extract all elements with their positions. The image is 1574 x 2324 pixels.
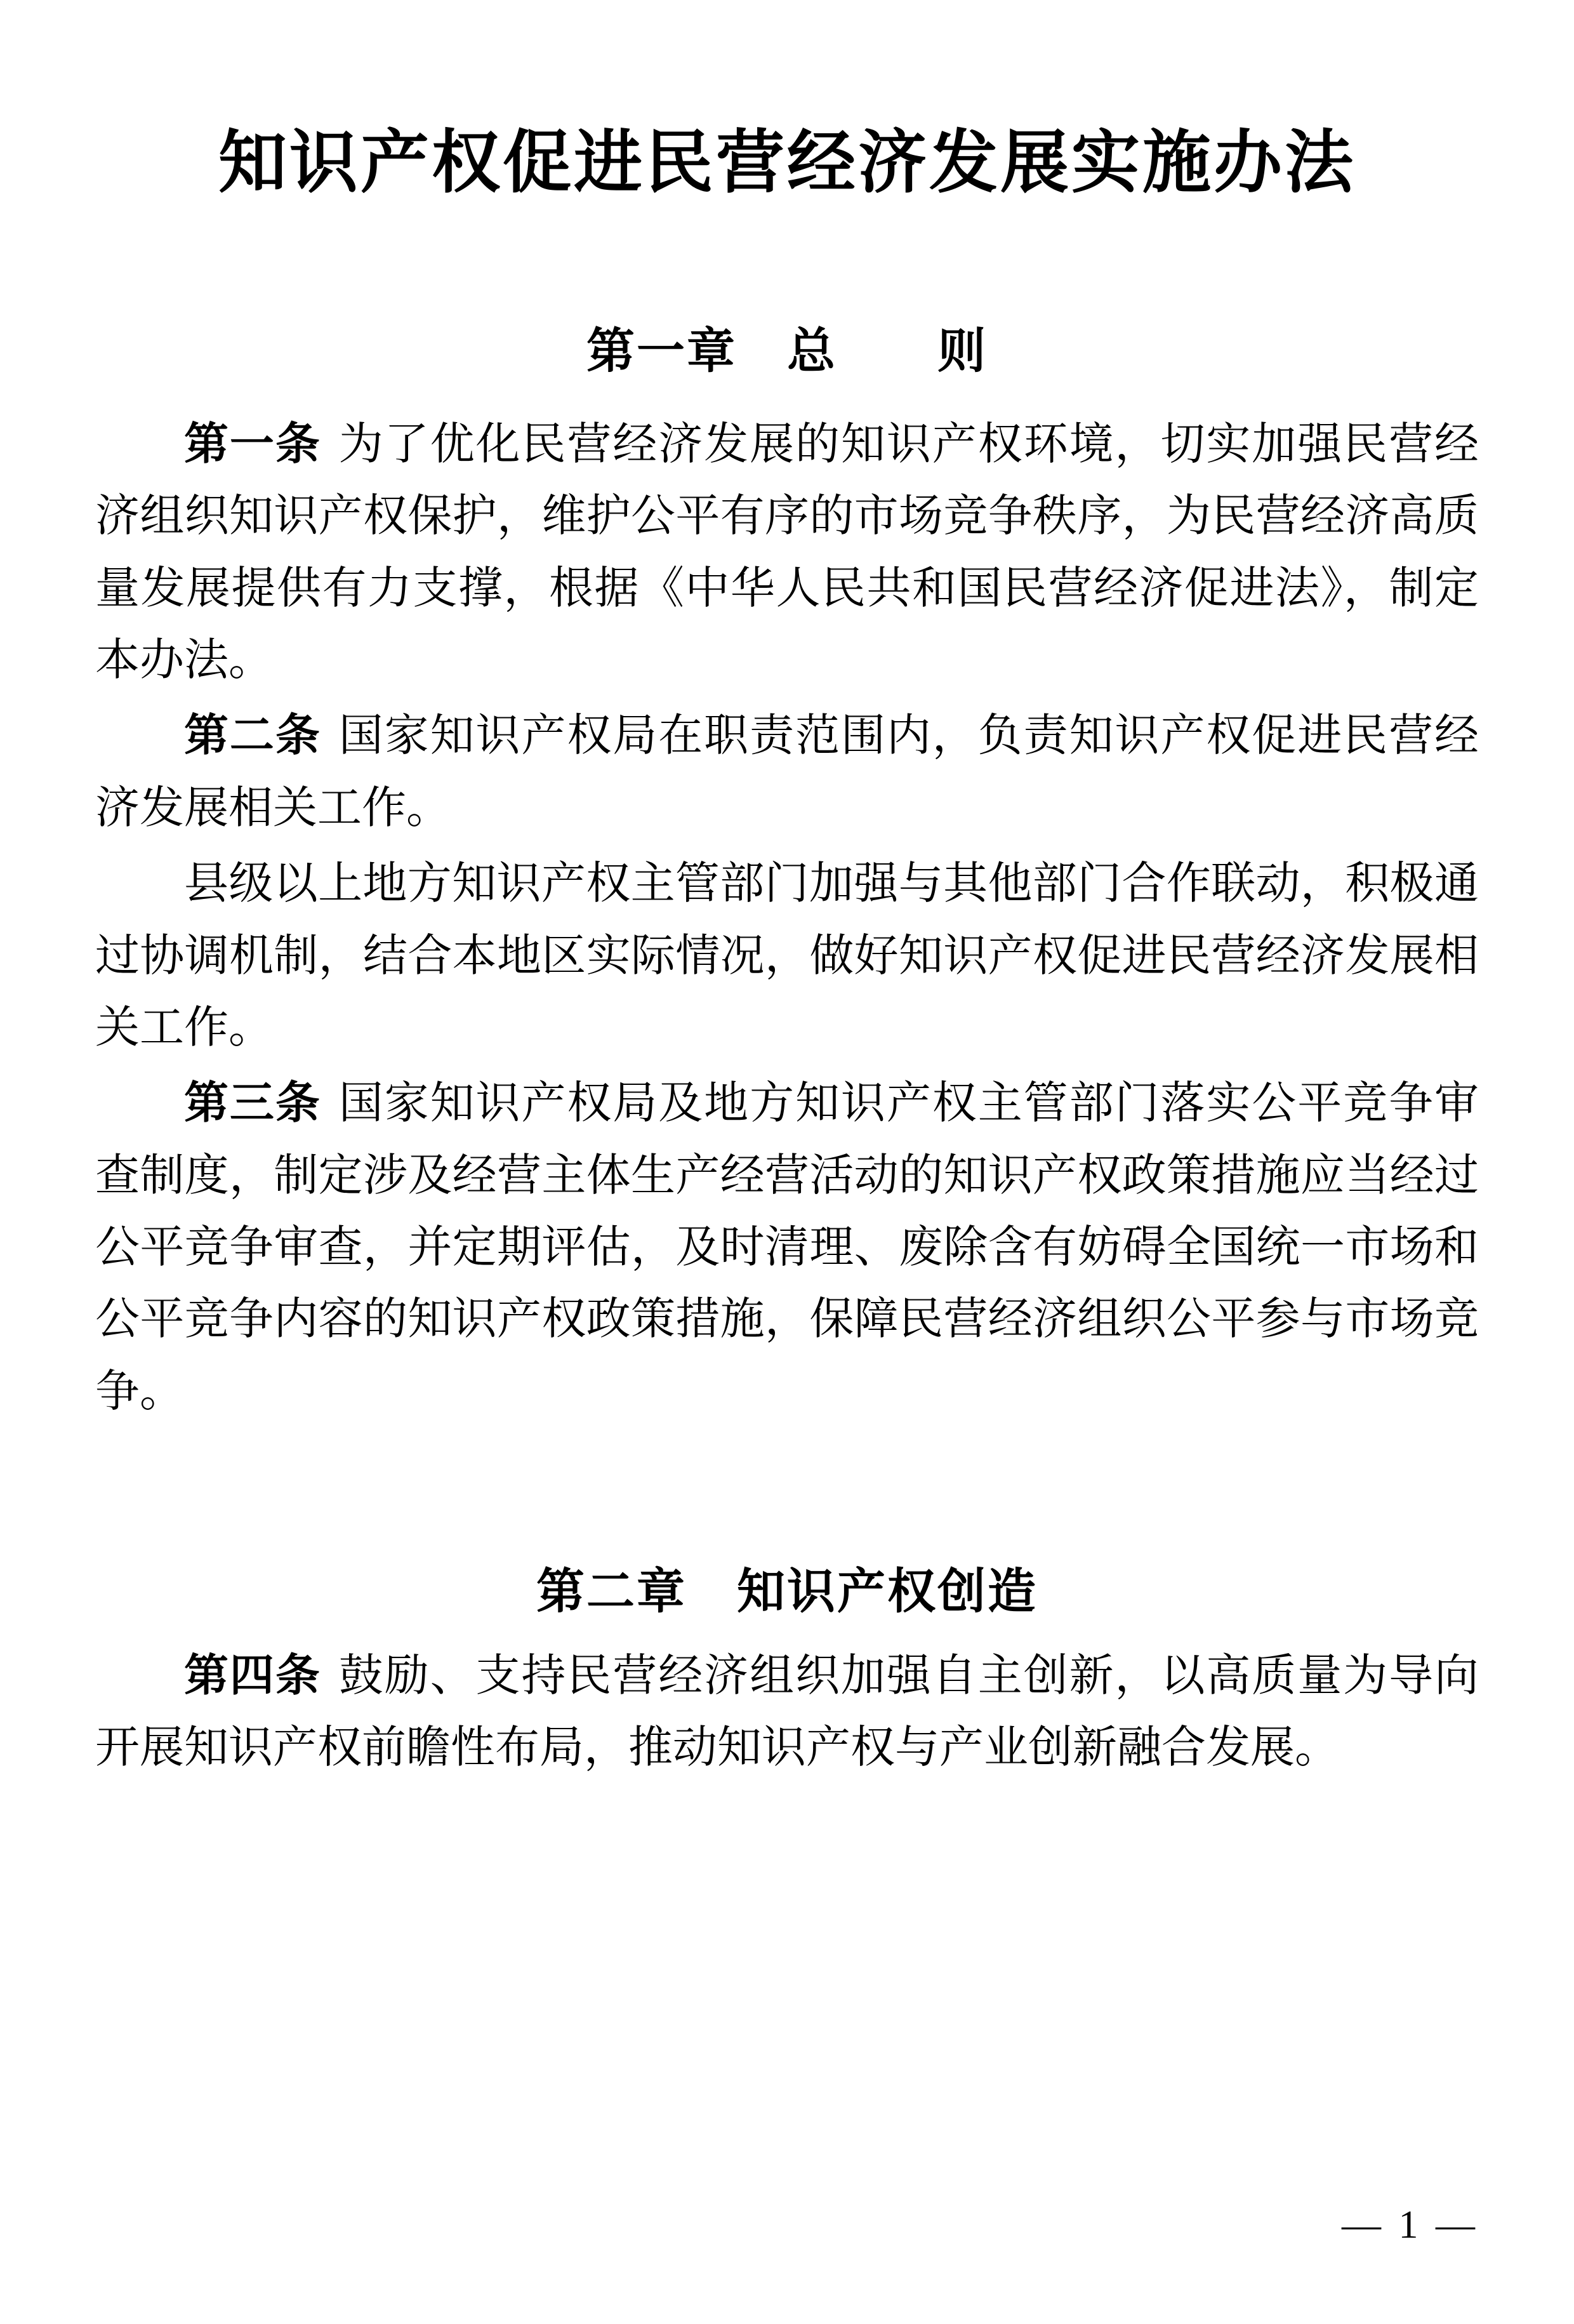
page-title: 知识产权促进民营经济发展实施办法 — [218, 126, 1356, 201]
chapter-heading-2: 第二章 知识产权创造 — [536, 1565, 1038, 1619]
article-text: 鼓励、支持民营经济组织加强自主创新，以高质量为导向开展知识产权前瞻性布局，推动知识产权与产业创新融合发展。 — [95, 1652, 1479, 1773]
article-paragraph — [95, 1068, 1479, 1428]
article-text: 为了优化民营经济发展的知识产权环境，切实加强民营经济组织知识产权保护，维护公平有序的市场竞争秩序，为民营经济高质量发展提供有力支撑，根据《中华人民共和国民营经济促进法》，制定本办法。 — [95, 420, 1479, 685]
article-label: 第一条 — [184, 420, 321, 469]
article-paragraph — [95, 1640, 1479, 1784]
article-paragraph — [95, 848, 1479, 1064]
article-paragraph — [95, 700, 1479, 844]
chapter-heading-1: 第一章 总 则 — [586, 325, 988, 378]
article-label: 第二条 — [184, 712, 321, 761]
article-text: 国家知识产权局及地方知识产权主管部门落实公平竞争审查制度，制定涉及经营主体生产经营活动的知识产权政策措施应当经过公平竞争审查，并定期评估，及时清理、废除含有妨碍全国统一市场和公平竞争内容的知识产权政策措施，保障民营经济组织公平参与市场竞争。 — [95, 1079, 1479, 1416]
article-text: 国家知识产权局在职责范围内，负责知识产权促进民营经济发展相关工作。 — [95, 712, 1479, 833]
article-paragraph — [95, 409, 1479, 697]
article-text: 县级以上地方知识产权主管部门加强与其他部门合作联动，积极通过协调机制，结合本地区实际情况，做好知识产权促进民营经济发展相关工作。 — [95, 860, 1479, 1052]
page-number: — 1 — — [1342, 2203, 1479, 2247]
article-label: 第四条 — [184, 1652, 321, 1701]
article-label: 第三条 — [184, 1079, 321, 1129]
